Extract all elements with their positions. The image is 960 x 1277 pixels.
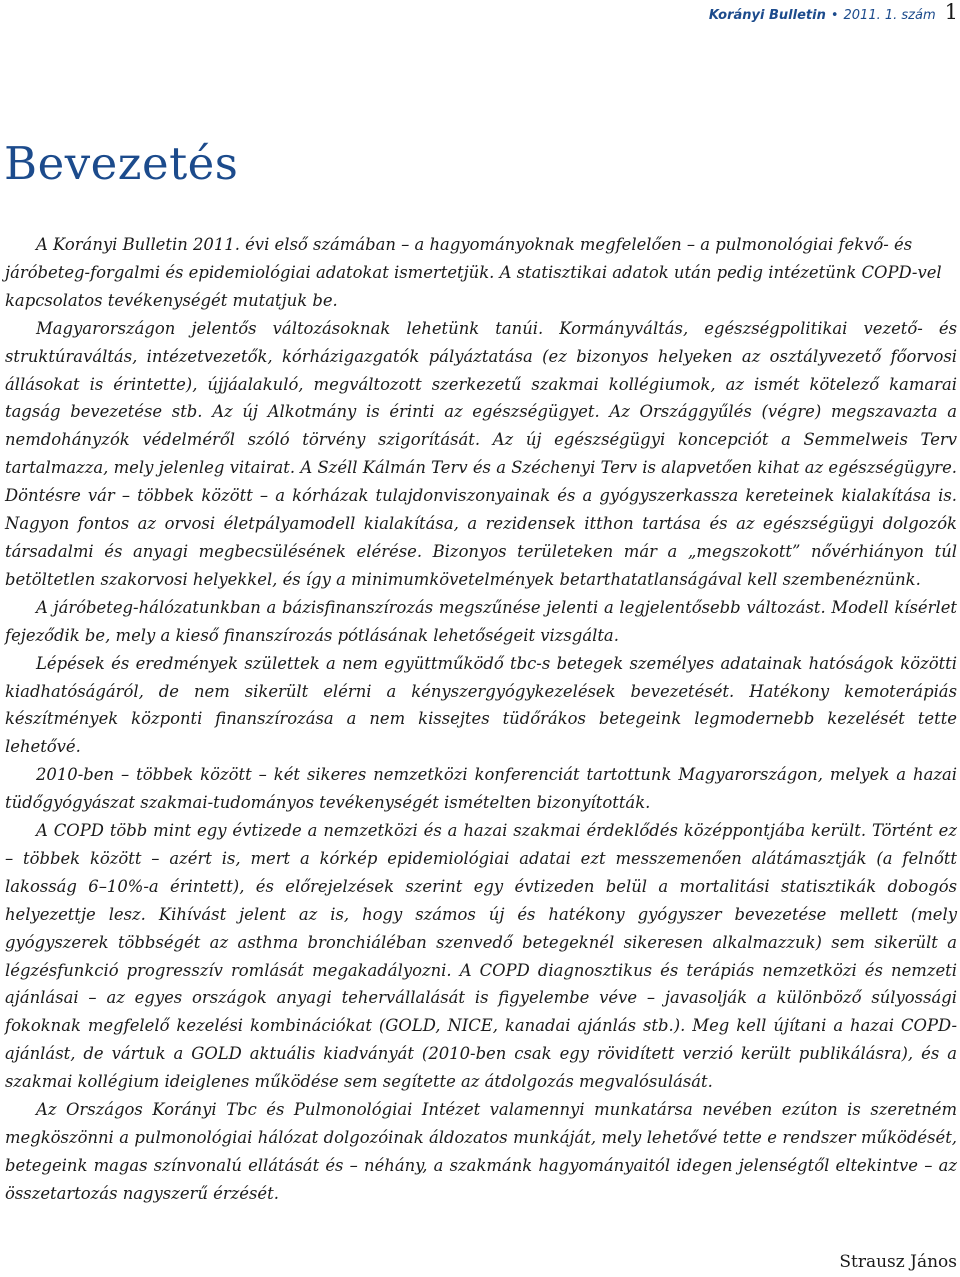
paragraph-conferences: 2010-ben – többek között – két sikeres nemzetközi konferenciát tartottunk Magyarországon, melyek a hazai tüdőgyógyászat szakmai-tudományos tevékenységét ismételten bizonyították. (5, 765, 957, 813)
paragraph-tbc: Lépések és eredmények születtek a nem együttműködő tbc-s betegek személyes adatainak hatóságok közötti kiadhatóságáról, de nem sikerült elérni a kényszergyógykezelések bevezetését. Hatékony kemoterápiás készítmények központi finanszírozása a nem kissejtes tüdőrákos betegeink legmodernebb kezelését tette lehetővé. (5, 653, 957, 757)
header-bullet: • (830, 8, 839, 23)
running-header (709, 0, 960, 24)
article-body (5, 231, 957, 1208)
paragraph-changes: Magyarországon jelentős változásoknak lehetünk tanúi. Kormányváltás, egészségpolitikai vezető- és struktúraváltás, intézetvezetők, kórházigazgatók pályáztatása (ez bizonyos helyeken az osztályvezető főorvosi állásokat is érintette), újjáalakuló, megváltozott szerkezetű szakmai kollégiumok, az ismét kötelező kamarai tagság bevezetése stb. Az új Alkotmány is érinti az egészségügyet. Az Országgyűlés (végre) megszavazta a nemdohányzók védelméről szóló törvény szigorítását. Az új egészségügyi koncepciót a Semmelweis Terv tartalmazza, mely jelenleg vitairat. A Széll Kálmán Terv és a Széchenyi Terv is alapvetően kihat az egészségügyre. Döntésre vár – többek között – a kórházak tulajdonviszonyainak és a gyógyszerkassza kereteinek kialakítása is. Nagyon fontos az orvosi életpályamodell kialakítása, a rezidensek itthon tartása és az egészségügyi dolgozók társadalmi és anyagi megbecsülésének elérése. Bizonyos területeken már a „megszokott” nővérhiányon túl betöltetlen szakorvosi helyekkel, és így a minimumkövetelmények betarthatatlanságával kell szembenéznünk. (5, 318, 957, 589)
page-number: 1 (944, 0, 958, 24)
paragraph-thanks: Az Országos Korányi Tbc és Pulmonológiai Intézet valamennyi munkatársa nevében ezúton is szeretném megköszönni a pulmonológiai hálózat dolgozóinak áldozatos munkáját, mely lehetővé tette e rendszer működését, betegeink magas színvonalú ellátását és – néhány, a szakmánk hagyományaitól idegen jelenségtől eltekintve – az összetartozás nagyszerű érzését. (5, 1100, 957, 1203)
paragraph-copd: A COPD több mint egy évtizede a nemzetközi és a hazai szakmai érdeklődés középpontjába került. Történt ez – többek között – azért is, mert a kórkép epidemiológiai adatai ezt messzemenően alátámasztják (a felnőtt lakosság 6–10%-a érintett), és előrejelzések szerint egy évtizeden belül a mortalitási statisztikák dobogós helyezettje lesz. Kihívást jelent az is, hogy számos új és hatékony gyógyszer bevezetése mellett (mely gyógyszerek többségét az asthma bronchiáléban szenvedő betegeknél sikeresen alkalmazzuk) sem sikerült a légzésfunkció progresszív romlását megakadályozni. A COPD diagnosztikus és terápiás nemzetközi és nemzeti ajánlásai – az egyes országok anyagi tehervállalását is figyelembe véve – javasolják a különböző súlyossági fokoknak megfelelő kezelési kombinációkat (GOLD, NICE, kanadai ajánlás stb.). Meg kell újítani a hazai COPD-ajánlást, de vártuk a GOLD aktuális kiadványát (2010-ben csak egy rövidített verzió került publikálásra), és a szakmai kollégium ideiglenes működése sem segítette az átdolgozás megvalósulását. (5, 821, 957, 1092)
paragraph-outpatient: A járóbeteg-hálózatunkban a bázisfinanszírozás megszűnése jelenti a legjelentősebb változást. Modell kísérlet fejeződik be, mely a kieső finanszírozás pótlásának lehetőségeit vizsgálta. (5, 597, 957, 645)
journal-name: Korányi Bulletin (708, 8, 826, 23)
author-signature: Strausz János (839, 1252, 957, 1272)
issue-label: 2011. 1. szám (843, 8, 936, 23)
paragraph-intro: A Korányi Bulletin 2011. évi első számában – a hagyományoknak megfelelően – a pulmonológiai fekvő- és járóbeteg-forgalmi és epidemiológiai adatokat ismertetjük. A statisztikai adatok után pedig intézetünk COPD-vel kapcsolatos tevékenységét mutatjuk be. (5, 235, 942, 310)
page-title: Bevezetés (4, 137, 239, 190)
